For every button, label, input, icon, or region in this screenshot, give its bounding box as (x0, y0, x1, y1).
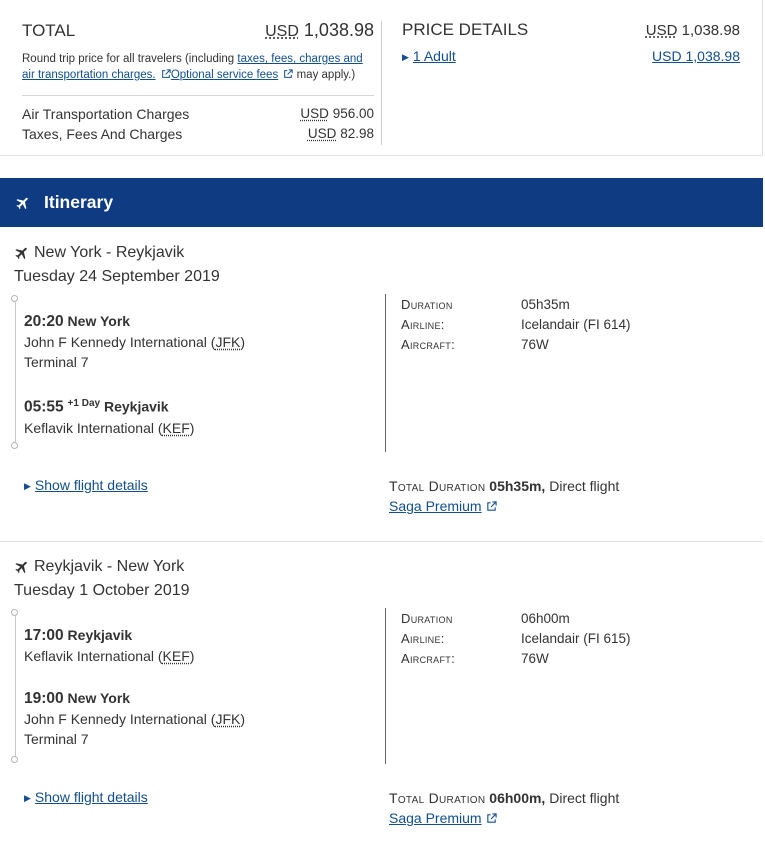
total-duration-label: Total Duration (389, 478, 486, 494)
timeline-end-dot (11, 756, 18, 763)
price-note-text: Round trip price for all travelers (including (22, 53, 238, 65)
total-value: 1,038.98 (303, 20, 374, 40)
day-shift-badge: +1 Day (67, 398, 101, 409)
duration-value: 05h35m (521, 297, 570, 312)
price-details-title: PRICE DETAILS (402, 20, 529, 39)
departure-plane-icon (14, 245, 30, 261)
departure-plane-icon (14, 559, 30, 575)
arrival-city: Reykjavik (103, 398, 169, 415)
timeline-line (15, 302, 16, 446)
currency-code: USD (645, 22, 678, 39)
airport-code: KEF (162, 419, 190, 436)
departure-airport: John F Kennedy International (JFK) (24, 334, 246, 350)
total-price-section (22, 20, 374, 144)
route-label: Reykjavik - New York (34, 558, 185, 575)
amount-value: 1,038.98 (681, 22, 740, 39)
flight-type: Direct flight (549, 478, 620, 494)
show-flight-details-link[interactable]: Show flight details (34, 477, 148, 493)
show-flight-details[interactable] (24, 789, 148, 805)
fare-link[interactable]: Saga Premium (389, 810, 482, 826)
total-duration (389, 476, 619, 516)
airline-label: Airline: (401, 631, 445, 646)
itinerary-title: Itinerary (44, 192, 114, 212)
departure-time: 17:00 (24, 627, 64, 644)
itinerary-header (0, 178, 763, 227)
airport-name: Keflavik International ( (24, 648, 163, 664)
arrival-terminal: Terminal 7 (24, 731, 89, 747)
caret-right-icon: ▶ (402, 52, 409, 62)
total-duration-value: 05h35m, (489, 478, 546, 494)
duration-label: Duration (401, 611, 453, 626)
total-amount (265, 20, 374, 41)
flight-route (14, 244, 184, 262)
plane-icon (15, 195, 31, 211)
arrival-time: 05:55 (24, 398, 64, 416)
external-link-icon (486, 813, 497, 824)
airport-code: JFK (215, 711, 241, 727)
optional-fees-link[interactable]: Optional service fees (170, 69, 279, 81)
duration-value: 06h00m (521, 611, 570, 626)
price-summary-card (0, 0, 763, 156)
route-label: New York - Reykjavik (34, 244, 185, 261)
show-flight-details[interactable] (24, 477, 148, 493)
departure-airport: Keflavik International (KEF) (24, 648, 195, 664)
aircraft-label: Aircraft: (401, 651, 455, 666)
total-duration-value: 06h00m, (489, 790, 546, 806)
external-link-icon (159, 69, 171, 81)
arrival-info (24, 394, 194, 438)
flight-info (401, 295, 631, 355)
price-note-suffix: may apply.) (293, 69, 356, 81)
price-details-amount (646, 22, 740, 39)
duration-label: Duration (401, 297, 453, 312)
timeline-start-dot (11, 609, 18, 616)
fare-link[interactable]: Saga Premium (389, 498, 482, 514)
arrival-time: 19:00 (24, 690, 64, 707)
breakdown-label: Air Transportation Charges (22, 106, 190, 122)
breakdown-amount (300, 104, 374, 124)
adult-toggle[interactable] (402, 48, 456, 64)
flight-segment-return (0, 542, 763, 854)
departure-city: Reykjavik (67, 627, 133, 643)
airline-value: Icelandair (FI 615) (521, 631, 631, 646)
amount-value: 956.00 (332, 106, 374, 121)
currency-code: USD (265, 23, 299, 40)
flight-type: Direct flight (549, 790, 620, 806)
price-details-section (402, 20, 740, 64)
aircraft-label: Aircraft: (401, 337, 455, 352)
aircraft-value: 76W (521, 651, 549, 666)
total-duration-label: Total Duration (389, 790, 486, 806)
show-flight-details-link[interactable]: Show flight details (34, 789, 148, 805)
price-note (22, 51, 374, 83)
airline-label: Airline: (401, 317, 445, 332)
arrival-airport: Keflavik International (KEF) (24, 419, 195, 436)
departure-city: New York (67, 313, 131, 329)
price-divider (381, 21, 382, 145)
caret-right-icon: ▶ (24, 481, 31, 491)
flight-date: Tuesday 1 October 2019 (14, 582, 190, 599)
airline-value: Icelandair (FI 614) (521, 317, 631, 332)
segment-divider (385, 608, 386, 764)
arrival-info (24, 688, 245, 749)
flight-date: Tuesday 24 September 2019 (14, 268, 220, 285)
breakdown-amount (308, 124, 374, 144)
airport-name: Keflavik International ( (24, 419, 163, 436)
total-label: TOTAL (22, 21, 76, 40)
taxes-fees-link[interactable]: taxes, fees, charges and air transportation charges. (22, 53, 363, 81)
segment-divider (385, 294, 386, 452)
external-link-icon (486, 501, 497, 512)
currency-code: USD (300, 106, 329, 121)
departure-time: 20:20 (24, 313, 64, 330)
departure-info (24, 311, 245, 372)
departure-info (24, 625, 194, 666)
departure-terminal: Terminal 7 (24, 354, 89, 370)
arrival-airport: John F Kennedy International (JFK) (24, 711, 246, 727)
breakdown-row (22, 104, 374, 124)
arrival-city: New York (67, 690, 131, 706)
timeline-line (15, 616, 16, 760)
timeline-end-dot (11, 442, 18, 449)
currency-code: USD (652, 48, 682, 64)
amount-value: 82.98 (340, 126, 374, 141)
flight-info (401, 609, 631, 669)
price-breakdown (22, 95, 374, 144)
timeline-start-dot (11, 295, 18, 302)
airport-code: JFK (215, 334, 241, 350)
breakdown-label: Taxes, Fees And Charges (22, 126, 183, 142)
adult-amount-link[interactable] (652, 48, 740, 64)
airport-code: KEF (162, 648, 190, 664)
flight-segment-outbound (0, 228, 763, 542)
breakdown-row (22, 124, 374, 144)
external-link-icon (281, 69, 293, 81)
amount-value: 1,038.98 (685, 48, 740, 64)
adult-link[interactable]: 1 Adult (412, 48, 456, 64)
airport-name: John F Kennedy International ( (24, 711, 216, 727)
flight-route (14, 558, 184, 576)
caret-right-icon: ▶ (24, 793, 31, 803)
currency-code: USD (307, 126, 337, 141)
aircraft-value: 76W (521, 337, 549, 352)
total-duration (389, 788, 619, 828)
airport-name: John F Kennedy International ( (24, 334, 216, 350)
